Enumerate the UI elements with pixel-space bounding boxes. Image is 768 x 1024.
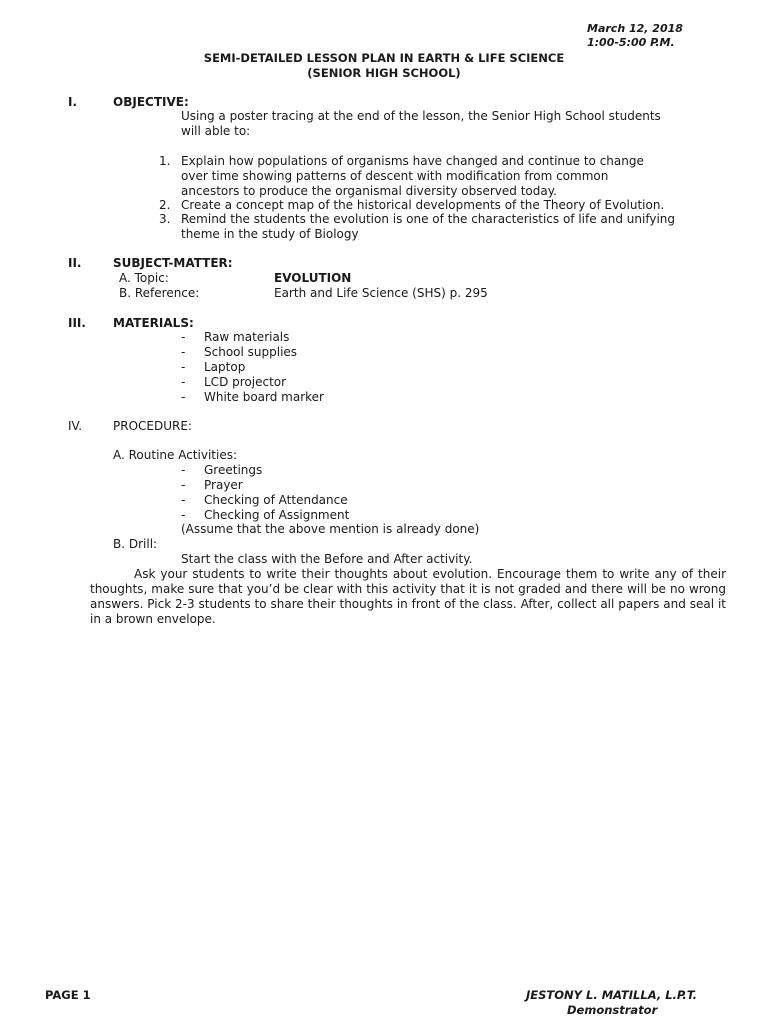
- document-title: SEMI-DETAILED LESSON PLAN IN EARTH & LIFE SCIENCE: [203, 51, 565, 65]
- material-item: Raw materials: [204, 330, 290, 344]
- material-dash: -: [181, 330, 186, 344]
- reference-value: Earth and Life Science (SHS) p. 295: [274, 286, 488, 300]
- routine-dash: -: [181, 508, 186, 522]
- materials-heading: MATERIALS:: [113, 316, 194, 330]
- objective-intro-cont: will able to:: [181, 124, 251, 138]
- objective-item-3-line-2: theme in the study of Biology: [181, 227, 359, 241]
- routine-item: Checking of Assignment: [204, 508, 350, 522]
- routine-item: Greetings: [204, 463, 263, 477]
- document-subtitle: (SENIOR HIGH SCHOOL): [307, 66, 461, 80]
- material-dash: -: [181, 345, 186, 359]
- objective-intro: Using a poster tracing at the end of the lesson, the Senior High School students: [181, 109, 661, 123]
- material-dash: -: [181, 375, 186, 389]
- objective-item-1-line-2: over time showing patterns of descent with modification from common: [181, 169, 609, 183]
- page-number: PAGE 1: [45, 988, 91, 1002]
- objective-item-1-num: 1.: [159, 154, 171, 168]
- subject-numeral: II.: [68, 256, 82, 270]
- routine-label: A. Routine Activities:: [113, 448, 238, 462]
- material-dash: -: [181, 360, 186, 374]
- objective-item-2-line-1: Create a concept map of the historical developments of the Theory of Evolution.: [181, 198, 665, 212]
- routine-dash: -: [181, 478, 186, 492]
- time: 1:00-5:00 P.M.: [587, 36, 675, 49]
- material-item: School supplies: [204, 345, 298, 359]
- objective-item-2-num: 2.: [159, 198, 171, 212]
- routine-dash: -: [181, 463, 186, 477]
- material-item: White board marker: [204, 390, 324, 404]
- materials-numeral: III.: [68, 316, 86, 330]
- objective-heading: OBJECTIVE:: [113, 95, 189, 109]
- demonstrator-name: JESTONY L. MATILLA, L.P.T.: [526, 988, 697, 1002]
- objective-numeral: I.: [68, 95, 78, 109]
- procedure-heading: PROCEDURE:: [113, 419, 192, 433]
- reference-label: B. Reference:: [119, 286, 200, 300]
- topic-label: A. Topic:: [119, 271, 169, 285]
- objective-item-3-num: 3.: [159, 212, 171, 226]
- drill-paragraph: Ask your students to write their thoughts about evolution. Encourage them to write any of their thoughts, make sure that you’d be clear with this activity that it is not graded and there will be no wrong answers. Pick 2-3 students to share their thoughts in front of the class. After, collect all papers and seal it in a brown envelope.: [90, 567, 726, 626]
- topic-value: EVOLUTION: [274, 271, 352, 285]
- material-dash: -: [181, 390, 186, 404]
- procedure-numeral: IV.: [68, 419, 83, 433]
- routine-note: (Assume that the above mention is already done): [181, 522, 480, 536]
- drill-line: Start the class with the Before and After activity.: [181, 552, 473, 566]
- objective-item-1-line-3: ancestors to produce the organismal diversity observed today.: [181, 184, 557, 198]
- subject-heading: SUBJECT-MATTER:: [113, 256, 233, 270]
- material-item: LCD projector: [204, 375, 287, 389]
- routine-dash: -: [181, 493, 186, 507]
- objective-item-3-line-1: Remind the students the evolution is one of the characteristics of life and unifying: [181, 212, 676, 226]
- date: March 12, 2018: [587, 22, 683, 35]
- routine-item: Checking of Attendance: [204, 493, 348, 507]
- routine-item: Prayer: [204, 478, 243, 492]
- drill-label: B. Drill:: [113, 537, 158, 551]
- material-item: Laptop: [204, 360, 246, 374]
- objective-item-1-line-1: Explain how populations of organisms have changed and continue to change: [181, 154, 644, 168]
- demonstrator-role: Demonstrator: [567, 1003, 658, 1017]
